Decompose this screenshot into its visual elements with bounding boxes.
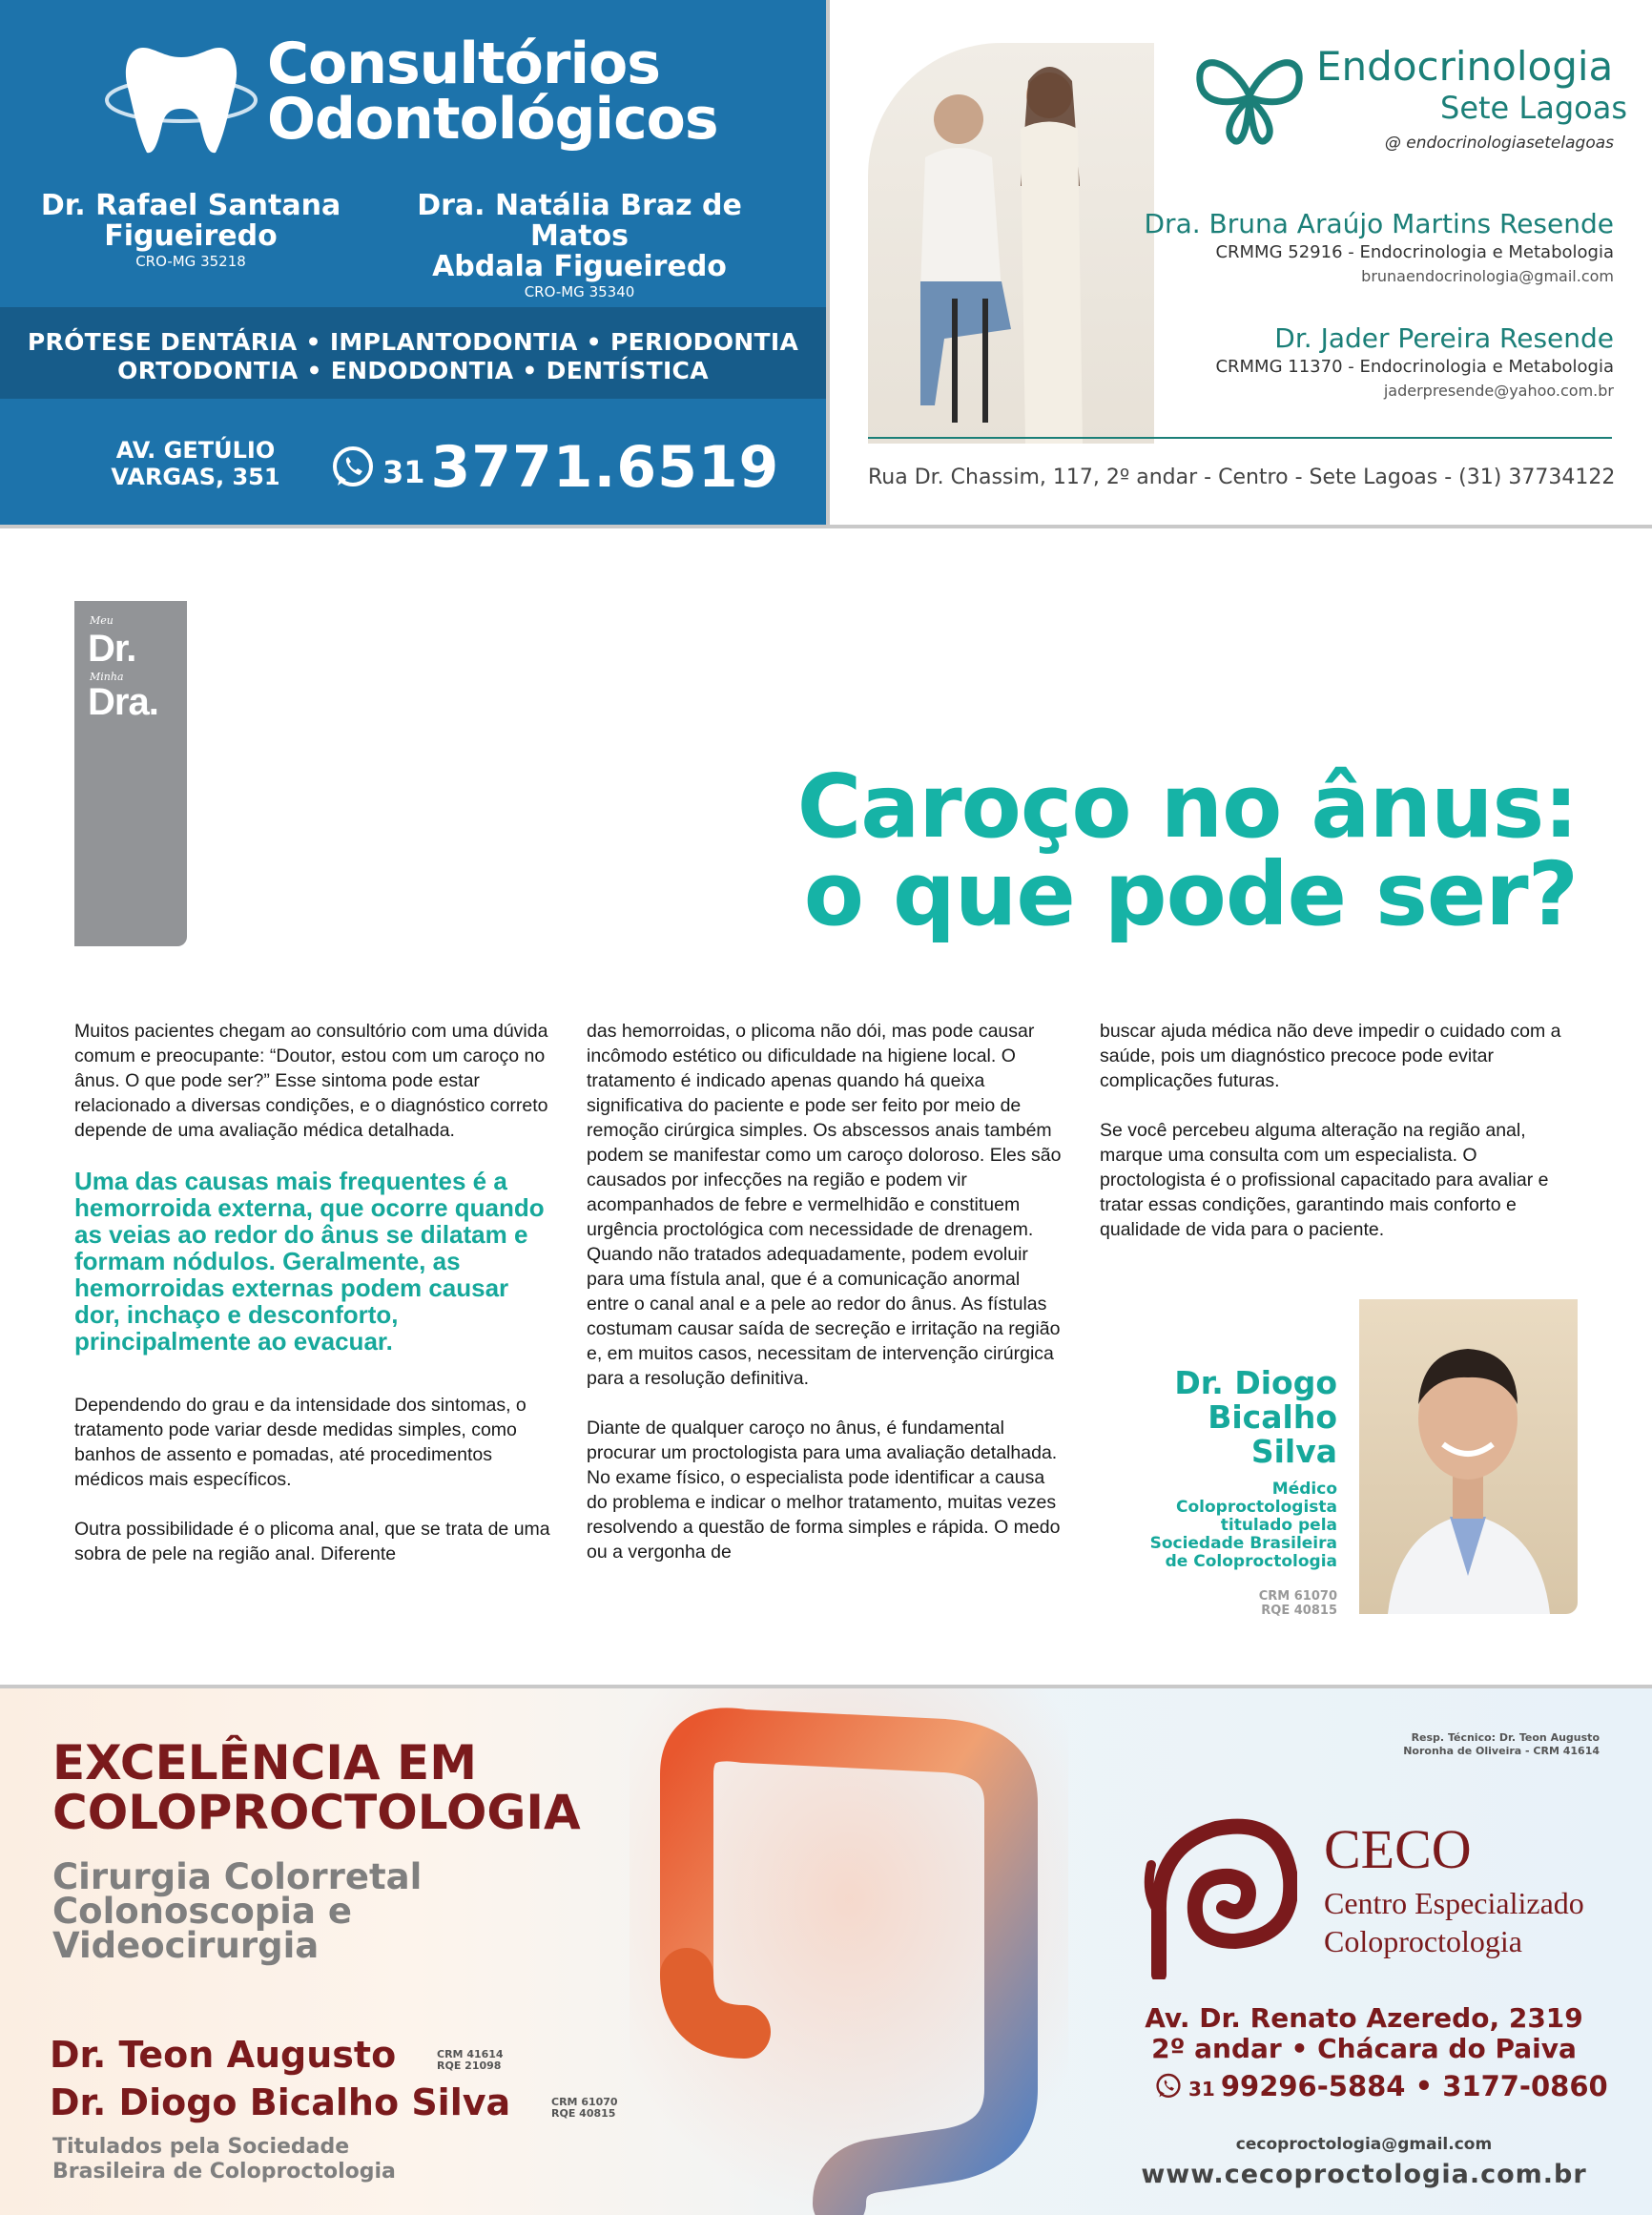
author-illustration [1359,1299,1578,1614]
ceco-titled-line1: Titulados pela Sociedade [52,2135,350,2159]
section-tab-big2: Dra. [88,681,158,723]
ceco-phone [1154,2070,1608,2102]
author-crm: CRM 61070 [1258,1589,1337,1604]
pull-quote: Uma das causas mais frequentes é a hemorroida externa, que ocorre quando as veias ao redor do ânus se dilatam e formam nódulos. Geralmente, as hemorroidas externas podem causar dor, inchaço e desconforto, principalmente ao evacuar. [74,1167,545,1356]
endo-doctor-1 [1145,208,1615,288]
endo-doctor-2-email[interactable]: jaderpresende@yahoo.com.br [1383,382,1614,400]
author-title-line1: Médico [1271,1480,1337,1499]
ceco-phone-numbers: 99296-5884 • 3177-0860 [1220,2070,1608,2102]
endo-instagram[interactable]: @ endocrinologiasetelagoas [1384,134,1614,153]
doctors-photo [868,43,1154,444]
headline-line1: Caroço no ânus: [796,756,1578,858]
ceco-titled-line2: Brasileira de Coloproctologia [52,2160,396,2184]
author-rqe: RQE 40815 [1261,1604,1337,1618]
endo-doctor-1-name: Dra. Bruna Araújo Martins Resende [1144,208,1614,239]
ceco-address-line2: 2º andar • Chácara do Paiva [1151,2033,1577,2064]
ceco-service: Videocirurgia [52,1925,320,1966]
section-tab-big1: Dr. [88,628,136,670]
author-credentials [1259,1589,1337,1618]
ceco-title-line1: EXCELÊNCIA EM [52,1735,477,1791]
ceco-brand-full [1324,1884,1584,1960]
dental-phone [329,434,779,501]
dental-clinic-ad [0,0,826,525]
ceco-address [1135,2003,1593,2064]
whatsapp-icon [329,444,377,491]
ceco-service: Cirurgia Colorretal [52,1856,423,1897]
author-title-line2: Coloproctologista [1176,1498,1337,1517]
ceco-technical-responsible [1403,1731,1600,1758]
ceco-address-line1: Av. Dr. Renato Azeredo, 2319 [1145,2002,1583,2034]
ceco-resp-line1: Resp. Técnico: Dr. Teon Augusto [1411,1731,1600,1744]
article-paragraph: buscar ajuda médica não deve impedir o cuidado com a saúde, pois um diagnóstico precoce pode evitar complicações futuras. [1100,1021,1561,1091]
ceco-website[interactable]: www.cecoproctologia.com.br [1141,2160,1587,2189]
ceco-resp-line2: Noronha de Oliveira - CRM 41614 [1403,1745,1600,1757]
author-title-line4: Sociedade Brasileira [1149,1534,1337,1553]
article-paragraph: Se você percebeu alguma alteração na região anal, marque uma consulta com um especialista. O proctologista é o profissional capacitado para avaliar e tratar essas condições, garantindo mais conforto e qualidade de vida para o paciente. [1100,1120,1549,1240]
dental-doctor-2-name2: Abdala Figueiredo [432,250,727,283]
ceco-phone-prefix: 31 [1188,2078,1215,2101]
ceco-titled [52,2135,396,2184]
ceco-doctor-1: Dr. Teon Augusto [50,2034,397,2076]
author-name [1174,1366,1337,1469]
author-name-line2: Bicalho [1208,1398,1337,1436]
dental-doctor-2 [367,191,792,301]
section-tab [74,601,187,946]
dental-doctor-1-name1: Dr. Rafael Santana [40,189,341,222]
endo-brand-sub: Sete Lagoas [1440,90,1628,126]
endo-address: Rua Dr. Chassim, 117, 2º andar - Centro - Sete Lagoas - (31) 37734122 [868,466,1616,489]
dental-address-line1: AV. GETÚLIO [115,437,276,464]
ceco-email[interactable]: cecoproctologia@gmail.com [1235,2135,1493,2154]
dental-address-line2: VARGAS, 351 [111,464,280,490]
author-title-line5: de Coloproctologia [1165,1552,1337,1571]
ceco-services [52,1856,423,1966]
ceco-service: Colonoscopia e [52,1891,352,1932]
dental-doctor-2-cro: CRO-MG 35340 [524,283,635,300]
ceco-ad [0,1688,1652,2215]
endo-doctor-2-crm: CRMMG 11370 - Endocrinologia e Metabologia [1215,357,1614,377]
dental-phone-prefix: 31 [382,454,425,490]
dental-specialties-line2: ORTODONTIA • ENDODONTIA • DENTÍSTICA [117,357,709,384]
section-tab-small1: Meu [90,614,114,627]
whatsapp-icon [1154,2072,1183,2101]
ceco-doctor-2-crm: CRM 61070 [551,2096,618,2108]
endocrinology-ad [830,0,1652,525]
article-paragraph: Outra possibilidade é o plicoma anal, que se trata de uma sobra de pele na região anal. Diferente [74,1519,550,1564]
endo-doctor-1-crm: CRMMG 52916 - Endocrinologia e Metabologia [1215,242,1614,262]
doctors-illustration [868,43,1154,444]
dental-address [105,437,286,490]
section-tab-small2: Minha [90,671,124,683]
dental-title [267,31,718,153]
dental-phone-number: 3771.6519 [430,434,780,501]
article-column-3 [1100,1019,1577,1267]
endo-brand: Endocrinologia [1316,43,1614,90]
butterfly-logo-icon [1192,38,1307,153]
dental-title-line2: Odontológicos [267,86,718,153]
dental-specialties [0,307,826,399]
ceco-doctor-1-rqe: RQE 21098 [437,2060,502,2072]
ceco-doctor-2: Dr. Diogo Bicalho Silva [50,2081,511,2123]
article-column-2 [587,1019,1063,1589]
author-name-line1: Dr. Diogo [1174,1364,1337,1401]
dental-doctor-1-name2: Figueiredo [104,219,278,253]
top-ads [0,0,1652,527]
article-paragraph: Dependendo do grau e da intensidade dos sintomas, o tratamento pode variar desde medidas simples, como banhos de assento e pomadas, até procedimentos médicos mais específicos. [74,1395,527,1490]
dental-doctor-1-cro: CRO-MG 35218 [135,253,246,270]
article-column-1 [74,1019,551,1591]
ceco-logo-icon [1140,1808,1297,1979]
endo-doctor-1-email[interactable]: brunaendocrinologia@gmail.com [1361,267,1614,285]
dental-doctor-1 [38,191,343,271]
headline-line2: o que pode ser? [803,843,1578,945]
ceco-doctor-2-rqe: RQE 40815 [551,2107,616,2120]
ceco-title-line2: COLOPROCTOLOGIA [52,1785,581,1840]
author-title [1150,1480,1337,1571]
author-name-line3: Silva [1250,1433,1337,1470]
dental-title-line1: Consultórios [267,31,660,97]
ceco-doctor-1-credentials [437,2049,504,2072]
tooth-logo-icon [105,29,258,162]
endo-divider [868,437,1612,439]
dental-specialties-line1: PRÓTESE DENTÁRIA • IMPLANTODONTIA • PERIODONTIA [27,328,799,356]
article-headline [796,756,1578,945]
endo-doctor-2-name: Dr. Jader Pereira Resende [1274,322,1614,354]
article-paragraph: das hemorroidas, o plicoma não dói, mas pode causar incômodo estético ou dificuldade na higiene local. O tratamento é indicado apenas quando há queixa significativa do paciente e pode ser feito por meio de remoção cirúrgica simples. Os abscessos anais também podem se manifestar como um caroço doloroso. Eles são causados por infecções na região e podem vir acompanhados de febre e vermelhidão e constituem urgência proctológica com necessidade de drenagem. Quando não tratados adequadamente, podem evoluir para uma fístula anal, que é a comunicação anormal entre o canal anal e a pele ao redor do ânus. As fístulas costumam causar saída de secreção e irritação na região e, em muitos casos, necessitam de intervenção cirúrgica para a resolução definitiva. [587,1021,1062,1389]
ceco-title [52,1735,581,1840]
endo-doctor-2 [1215,322,1614,403]
top-separator [0,525,1652,528]
ceco-brand: CECO [1324,1818,1472,1880]
author-title-line3: titulado pela [1220,1516,1337,1535]
ceco-doctor-2-credentials [551,2097,618,2120]
colon-illustration [630,1688,1068,2215]
ceco-doctor-1-crm: CRM 41614 [437,2048,504,2060]
article-paragraph: Muitos pacientes chegam ao consultório com uma dúvida comum e preocupante: “Doutor, estou com um caroço no ânus. O que pode ser?” Esse sintoma pode estar relacionado a diversas condições, e o diagnóstico correto depende de uma avaliação médica detalhada. [74,1021,548,1141]
dental-doctor-2-name1: Dra. Natália Braz de Matos [417,189,742,253]
author-photo [1359,1299,1578,1614]
article-paragraph: Diante de qualquer caroço no ânus, é fundamental procurar um proctologista para uma avaliação detalhada. No exame físico, o especialista pode identificar a causa do problema e indicar o melhor tratamento, muitas vezes resolvendo a questão de forma simples e rápida. O medo ou a vergonha de [587,1418,1061,1563]
ceco-brand-full-line1: Centro Especializado [1324,1886,1584,1920]
ceco-brand-full-line2: Coloproctologia [1324,1924,1522,1958]
